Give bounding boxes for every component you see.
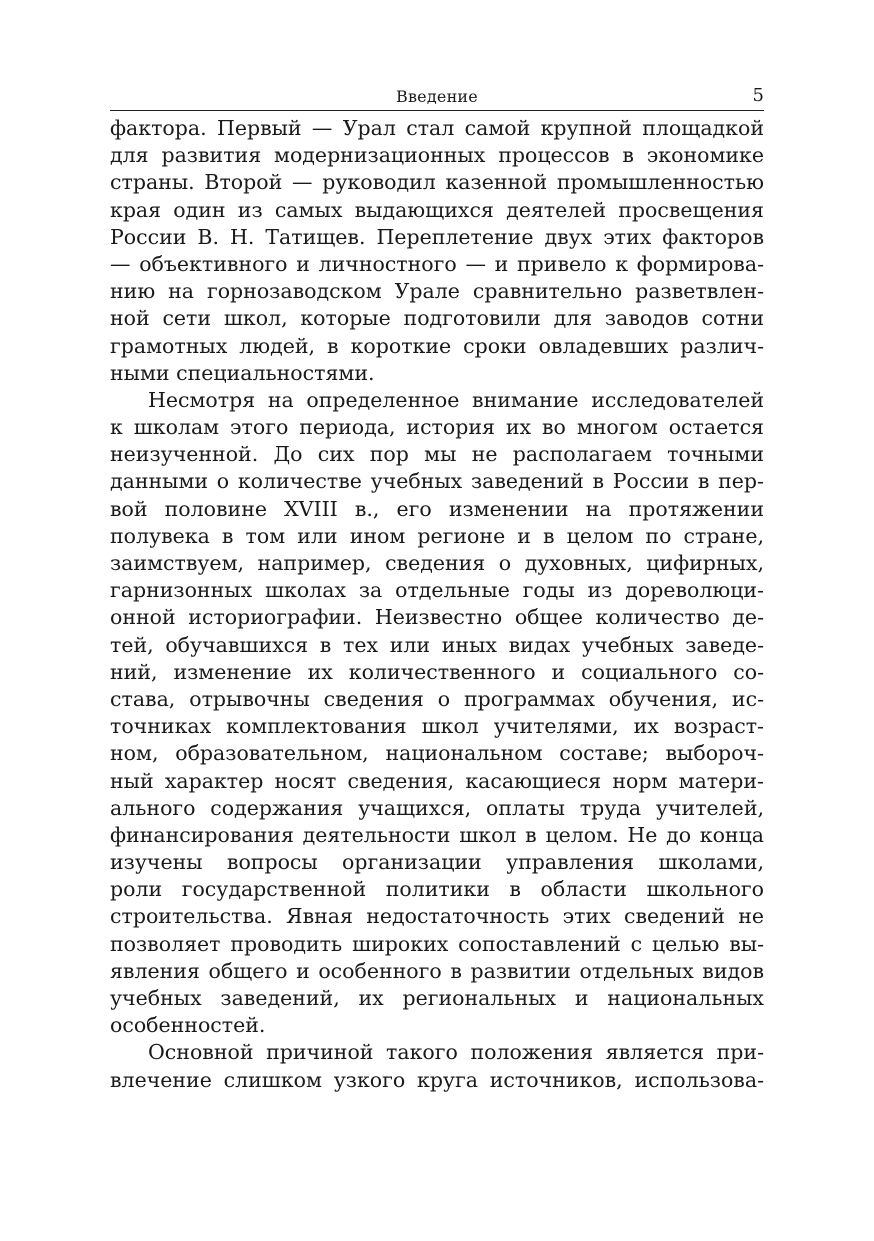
text-line: изучены вопросы организации управления школами, <box>110 850 764 875</box>
running-header <box>110 84 764 111</box>
text-line: для развития модернизационных процессов в экономике <box>110 143 764 168</box>
text-line: нию на горнозаводском Урале сравнительно разветвлен- <box>110 279 764 304</box>
text-line: онной историографии. Неизвестно общее количество де- <box>110 605 764 630</box>
text-line: ний, изменение их количественного и социального со- <box>110 659 764 684</box>
text-line: финансирования деятельности школ в целом. Не до конца <box>110 822 764 847</box>
text-line: учебных заведений, их региональных и национальных <box>110 986 764 1010</box>
text-line: данными о количестве учебных заведений в России в пер- <box>110 469 764 494</box>
text-line: — объективного и личностного — и привело к формирова- <box>110 251 764 276</box>
text-line: влечение слишком узкого круга источников, использова- <box>110 1067 764 1092</box>
text-body <box>110 115 764 1094</box>
chapter-title: Введение <box>396 87 478 106</box>
text-line: точниках комплектования школ учителями, их возраст- <box>110 714 764 739</box>
text-line: страны. Второй — руководил казенной промышленностью <box>110 170 764 195</box>
text-line: явления общего и особенного в развитии отдельных видов <box>110 958 764 983</box>
text-line: Несмотря на определенное внимание исследователей <box>148 387 764 412</box>
text-line: позволяет проводить широких сопоставлений с целью вы- <box>110 931 764 956</box>
paragraph <box>110 1039 764 1093</box>
text-line: гарнизонных школах за отдельные годы из дореволюци- <box>110 578 764 603</box>
text-line: ный характер носят сведения, касающиеся норм матери- <box>110 768 764 793</box>
text-line: строительства. Явная недостаточность этих сведений не <box>110 904 764 929</box>
text-line: неизученной. До сих пор мы не располагаем точными <box>110 442 764 467</box>
text-line: ального содержания учащихся, оплаты труда учителей, <box>110 795 764 820</box>
paragraph <box>110 387 764 1040</box>
text-line: России В. Н. Татищев. Переплетение двух этих факторов <box>110 224 764 249</box>
text-line: заимствуем, например, сведения о духовных, цифирных, <box>110 551 764 575</box>
text-line: фактора. Первый — Урал стал самой крупной площадкой <box>110 116 764 140</box>
text-line: вой половине XVIII в., его изменении на протяжении <box>110 496 764 521</box>
text-line: Основной причиной такого положения является при- <box>148 1040 764 1065</box>
book-page <box>110 84 764 1094</box>
text-line: края один из самых выдающихся деятелей просвещения <box>110 197 764 222</box>
text-line: става, отрывочны сведения о программах обучения, ис- <box>110 686 764 711</box>
text-line: ными специальностями. <box>110 360 375 385</box>
text-line: роли государственной политики в области школьного <box>110 877 764 902</box>
text-line: особенностей. <box>110 1013 266 1038</box>
text-line: ной сети школ, которые подготовили для заводов сотни <box>110 306 764 331</box>
text-line: ном, образовательном, национальном составе; выбороч- <box>110 741 764 766</box>
text-line: тей, обучавшихся в тех или иных видах учебных заведе- <box>110 632 764 657</box>
text-line: полувека в том или ином регионе и в целом по стране, <box>110 523 764 548</box>
paragraph <box>110 115 764 387</box>
page-number: 5 <box>752 85 764 106</box>
text-line: к школам этого периода, история их во многом остается <box>110 415 764 440</box>
text-line: грамотных людей, в короткие сроки овладевших различ- <box>110 333 764 358</box>
